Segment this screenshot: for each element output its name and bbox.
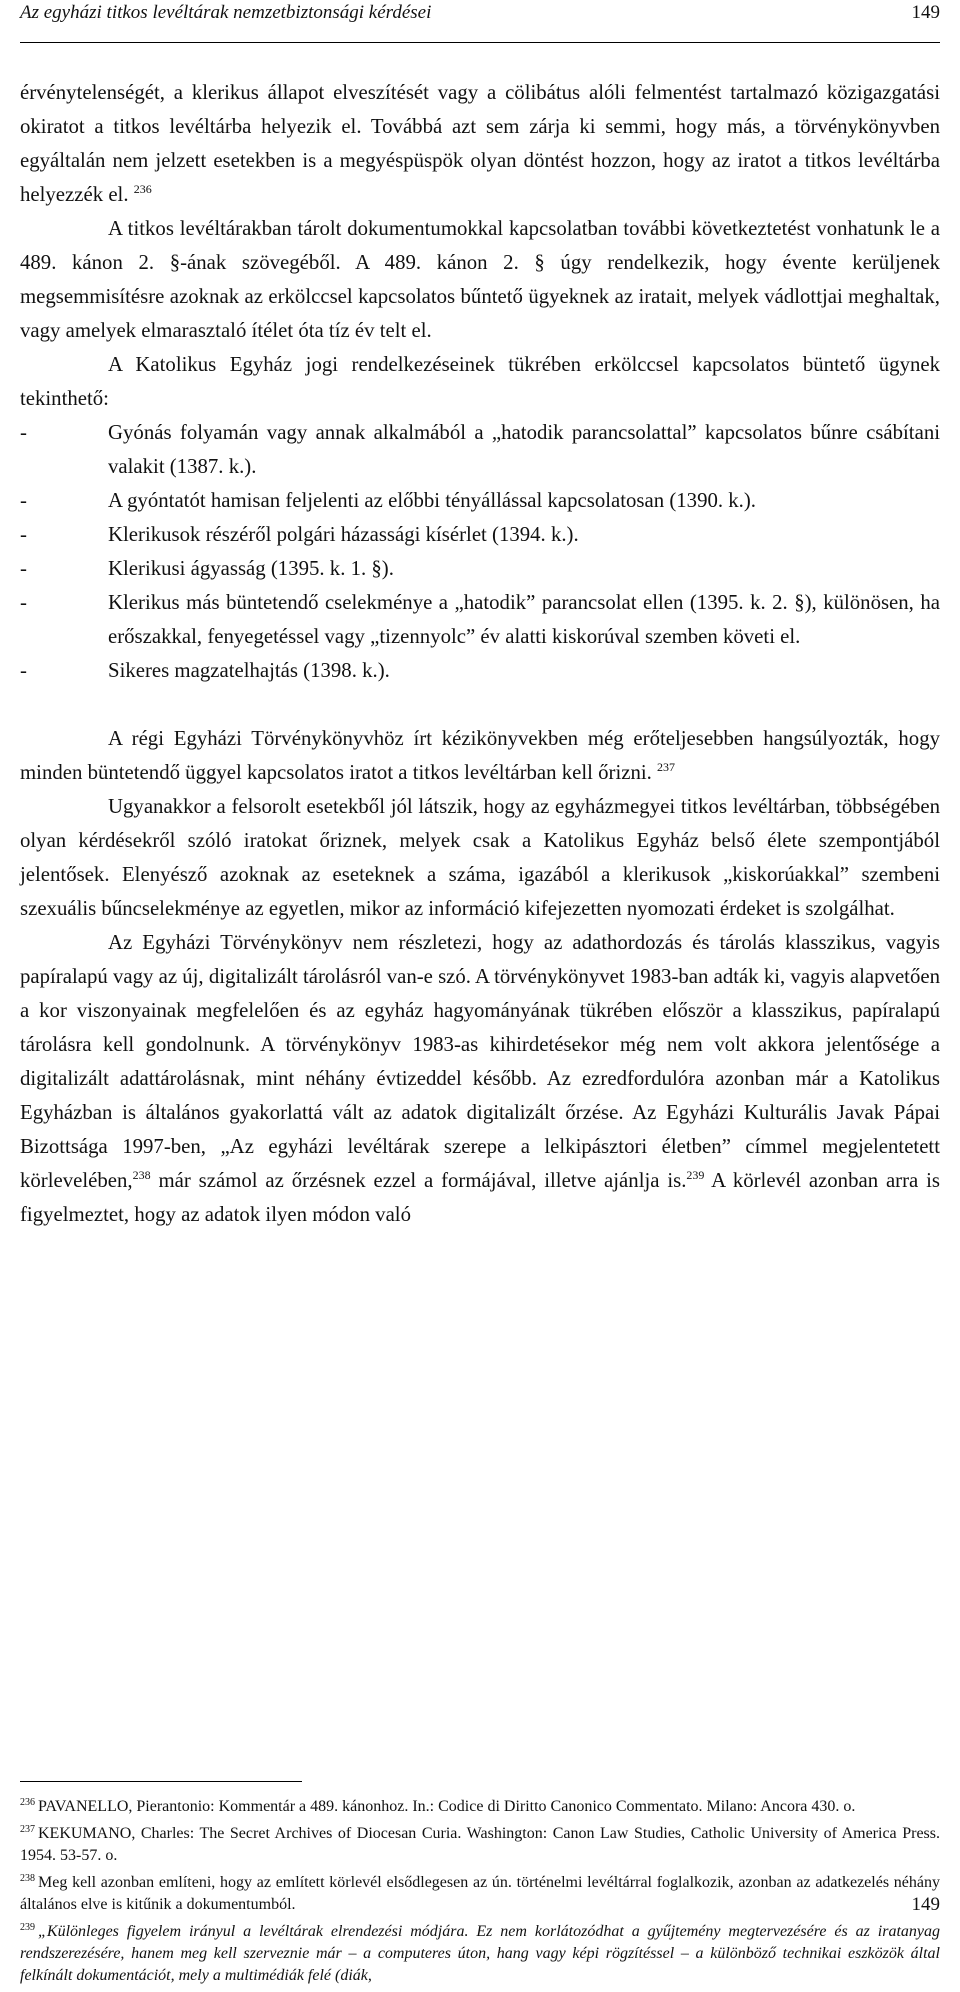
list-item <box>20 484 940 518</box>
offense-list <box>20 416 940 688</box>
list-item-text: Gyónás folyamán vagy annak alkalmából a „hatodik parancsolattal” kapcsolatos bűnre csábítani valakit (1387. k.). <box>108 421 940 478</box>
running-title: Az egyházi titkos levéltárak nemzetbiztonsági kérdései <box>20 2 432 23</box>
footnote-number: 236 <box>20 1796 35 1808</box>
footnote-238 <box>20 1872 940 1916</box>
list-item-text: Klerikusi ágyasság (1395. k. 1. §). <box>108 557 394 580</box>
footnote-rule <box>20 1781 302 1782</box>
footnote-number: 239 <box>20 1921 35 1933</box>
list-dash: - <box>20 591 27 614</box>
spacer <box>20 688 940 722</box>
paragraph-5: Ugyanakkor a felsorolt esetekből jól látszik, hogy az egyházmegyei titkos levéltárban, többségében olyan kérdésekről szóló iratokat őriznek, melyek csak a Katolikus Egyház belső élete szempontjából jelentősek. Elenyésző azoknak az eseteknek a száma, igazából a klerikusok „kiskorúakkal” szembeni szexuális bűncselekménye az egyetlen, mikor az információ kifejezetten nyomozati érdeket is szolgálhat. <box>20 795 940 920</box>
paragraph-1 <box>20 76 940 212</box>
body-text <box>20 76 940 1232</box>
footnote-text: Meg kell azonban említeni, hogy az említett körlevél elsődlegesen az ún. történelmi levéltárral foglalkozik, azonban az adatkezelés néhány általános elve is kitűnik a dokumentumból. <box>20 1874 940 1913</box>
list-item <box>20 518 940 552</box>
footnote-text: „Különleges figyelem irányul a levéltárak elrendezési módjára. Ez nem korlátozódhat a gyűjtemény megtervezésére és az iratanyag rendszerezésére, hanem meg kell szerveznie már – a computeres úton, hang vagy képi rögzítéssel – a különböző technikai eszközök által felkínált dokumentációt, mely a multimédiák felé (diák, <box>20 1923 940 1984</box>
list-dash: - <box>20 489 27 512</box>
paragraph-2: A titkos levéltárakban tárolt dokumentumokkal kapcsolatban további következtetést vonhatunk le a 489. kánon 2. §-ának szövegéből. A 489. kánon 2. § úgy rendelkezik, hogy évente kerüljenek megsemmisítésre azoknak az erkölccsel kapcsolatos bűntető ügyeknek az iratait, melyek vádlottjai meghaltak, vagy amelyek elmarasztaló ítélet óta tíz év telt el. <box>20 217 940 342</box>
header-page-number: 149 <box>911 2 940 23</box>
list-item <box>20 416 940 484</box>
footnote-text: , Charles: The Secret Archives of Diocesan Curia. Washington: Canon Law Studies, Catholic University of America Press. 1954. 53-57. o. <box>20 1825 940 1864</box>
list-item <box>20 552 940 586</box>
running-header <box>20 0 940 40</box>
paragraph-3: A Katolikus Egyház jogi rendelkezéseinek tükrében erkölccsel kapcsolatos büntető ügynek tekinthető: <box>20 353 940 410</box>
footer-page-number: 149 <box>911 1894 940 1915</box>
footnote-number: 238 <box>20 1872 35 1884</box>
list-item <box>20 586 940 654</box>
footnote-239 <box>20 1921 940 1987</box>
paragraph-6-text-b: már számol az őrzésnek ezzel a formájával, illetve ajánlja is. <box>158 1169 687 1192</box>
footnote-ref-238: 238 <box>132 1168 151 1183</box>
list-dash: - <box>20 421 27 444</box>
paragraph-1-text: érvénytelenségét, a klerikus állapot elveszítését vagy a cölibátus alóli felmentést tartalmazó közigazgatási okiratot a titkos levéltárba helyezik el. Továbbá azt sem zárja ki semmi, hogy más, a törvénykönyvben egyáltalán nem jelzett esetekben is a megyéspüspök olyan döntést hozzon, hogy az iratot a titkos levéltárba helyezzék el. <box>20 81 940 206</box>
list-dash: - <box>20 523 27 546</box>
footnote-ref-239: 239 <box>686 1168 705 1183</box>
footnote-text: , Pierantonio: Kommentár a 489. kánonhoz. In.: Codice di Diritto Canonico Commentato. Milano: Ancora 430. o. <box>128 1798 856 1815</box>
list-item-text: A gyóntatót hamisan feljelenti az előbbi tényállással kapcsolatosan (1390. k.). <box>108 489 756 512</box>
paragraph-4 <box>20 722 940 790</box>
list-item-text: Sikeres magzatelhajtás (1398. k.). <box>108 659 390 682</box>
footnote-237 <box>20 1823 940 1867</box>
footnote-ref-236: 236 <box>133 182 152 197</box>
list-item-text: Klerikus más büntetendő cselekménye a „hatodik” parancsolat ellen (1395. k. 2. §), különösen, ha erőszakkal, fenyegetéssel vagy „tizennyolc” év alatti kiskorúval szemben követi el. <box>108 591 940 648</box>
footnote-number: 237 <box>20 1823 35 1835</box>
footnote-author: PAVANELLO <box>38 1798 129 1815</box>
paragraph-6 <box>20 926 940 1232</box>
footnote-236 <box>20 1796 940 1818</box>
footnotes <box>20 1796 940 1992</box>
list-item <box>20 654 940 688</box>
footnote-ref-237: 237 <box>657 760 676 775</box>
paragraph-6-text-c: A körlevél azonban arra is figyelmeztet, hogy az adatok ilyen módon való <box>20 1169 940 1226</box>
list-item-text: Klerikusok részéről polgári házassági kísérlet (1394. k.). <box>108 523 579 546</box>
header-rule <box>20 42 940 43</box>
list-dash: - <box>20 557 27 580</box>
paragraph-6-text-a: Az Egyházi Törvénykönyv nem részletezi, hogy az adathordozás és tárolás klasszikus, vagyis papíralapú vagy az új, digitalizált tárolásról van-e szó. A törvénykönyvet 1983-ban adták ki, vagyis alapvetően a kor viszonyainak megfelelően és az egyház hagyományának tükrében először a klasszikus, papíralapú tárolásra kell gondolnunk. A törvénykönyv 1983-as kihirdetésekor még nem volt akkora jelentősége a digitalizált adattárolásnak, mint néhány évtizeddel később. Az ezredfordulóra azonban már a Katolikus Egyházban is általános gyakorlattá vált az adatok digitalizált őrzése. Az Egyházi Kulturális Javak Pápai Bizottsága 1997-ben, „Az egyházi levéltárak szerepe a lelkipásztori életben” címmel megjelentetett körlevelében, <box>20 931 940 1192</box>
list-dash: - <box>20 659 27 682</box>
paragraph-4-text: A régi Egyházi Törvénykönyvhöz írt kézikönyvekben még erőteljesebben hangsúlyozták, hogy minden büntetendő üggyel kapcsolatos iratot a titkos levéltárban kell őrizni. <box>20 727 940 784</box>
footnote-author: KEKUMANO <box>38 1825 132 1842</box>
